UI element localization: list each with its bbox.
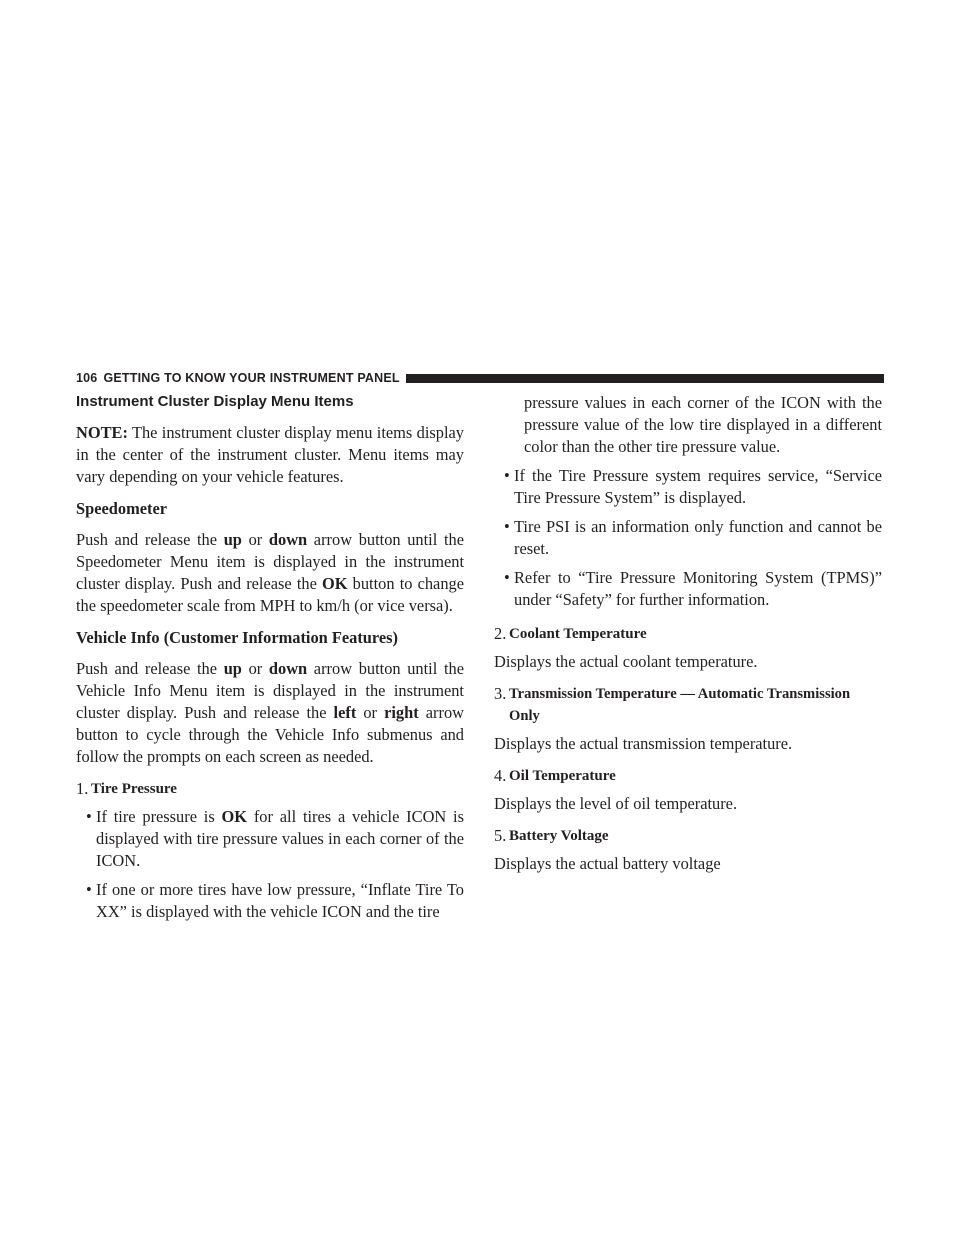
item-number: 1. [76, 779, 89, 798]
note-text: The instrument cluster display menu items display in the center of the instrument cluster. Menu items may vary depending on your vehicle features. [76, 423, 464, 486]
note-label: NOTE: [76, 423, 128, 442]
section-title: GETTING TO KNOW YOUR INSTRUMENT PANEL [103, 371, 400, 385]
bold-term: left [333, 703, 357, 722]
text-run: arrow button until the Vehicle Info Menu item is displayed in the instrument cluster display. Push and release the [76, 659, 464, 722]
item-description: Displays the actual coolant temperature. [494, 652, 758, 671]
item-title: Oil Temperature [509, 768, 616, 784]
item-number: 2. [494, 624, 507, 643]
item-description: Displays the actual transmission temperature. [494, 734, 793, 753]
bullet-item [494, 465, 882, 509]
text-run: or [241, 659, 269, 678]
bullet-text [96, 806, 464, 872]
bullet-text: Tire PSI is an information only function and cannot be reset. [514, 517, 882, 558]
bold-term: down [268, 659, 308, 678]
note-paragraph [76, 422, 464, 488]
page-header [76, 370, 884, 386]
bold-term: OK [322, 574, 348, 593]
item-title: Tire Pressure [91, 781, 177, 797]
text-run: arrow button until the Speedometer Menu item is displayed in the instrument cluster display. Push and release the [76, 530, 464, 593]
header-rule [406, 374, 884, 383]
item-title: Battery Voltage [509, 828, 609, 844]
vehicle-info-heading: Vehicle Info (Customer Information Features) [76, 628, 399, 647]
item-title: Transmission Temperature — Automatic Transmission Only [509, 686, 851, 724]
numbered-item-1 [76, 778, 464, 800]
bold-term: up [223, 659, 242, 678]
bullet-item [494, 516, 882, 560]
bullet-glyph: • [504, 466, 510, 485]
numbered-item-5 [494, 825, 882, 847]
numbered-item-4 [494, 765, 882, 787]
section-heading: Instrument Cluster Display Menu Items [76, 393, 354, 410]
text-run: or [356, 703, 385, 722]
bullet-item [494, 567, 882, 611]
text-run: Push and release the [76, 659, 224, 678]
bullet-continuation: pressure values in each corner of the ICON with the pressure value of the low tire displayed in a different color than the other tire pressure value. [524, 393, 882, 456]
left-column [76, 392, 464, 930]
bullet-item [76, 806, 464, 872]
bullet-glyph: • [504, 568, 510, 587]
numbered-item-3 [494, 683, 882, 727]
bold-term: up [223, 530, 242, 549]
text-run: or [241, 530, 269, 549]
text-run: If tire pressure is [96, 807, 222, 826]
item-number: 3. [494, 684, 507, 703]
bold-term: down [268, 530, 308, 549]
bullet-text: If the Tire Pressure system requires service, “Service Tire Pressure System” is displayed. [514, 466, 882, 507]
bullet-glyph: • [504, 517, 510, 536]
vehicle-info-paragraph [76, 658, 464, 768]
item-description: Displays the level of oil temperature. [494, 794, 738, 813]
bold-term: right [384, 703, 419, 722]
item-title: Coolant Temperature [509, 626, 647, 642]
text-run: arrow button to cycle through the Vehicle Info submenus and follow the prompts on each screen as needed. [76, 703, 464, 766]
text-run: Push and release the [76, 530, 224, 549]
bullet-glyph: • [86, 880, 92, 899]
item-number: 5. [494, 826, 507, 845]
bullet-text: If one or more tires have low pressure, “Inflate Tire To XX” is displayed with the vehicle ICON and the tire [96, 880, 464, 921]
numbered-item-2 [494, 623, 882, 645]
right-column [494, 392, 882, 885]
text-run: for all tires a vehicle ICON is displayed with tire pressure values in each corner of the ICON. [96, 807, 464, 870]
bullet-text: Refer to “Tire Pressure Monitoring System (TPMS)” under “Safety” for further information. [514, 568, 882, 609]
bullet-item [76, 879, 464, 923]
bold-term: OK [221, 807, 248, 826]
item-number: 4. [494, 766, 507, 785]
text-run: button to change the speedometer scale from MPH to km/h (or vice versa). [76, 574, 464, 615]
speedometer-heading: Speedometer [76, 499, 168, 518]
page-number: 106 [76, 371, 98, 385]
speedometer-paragraph [76, 529, 464, 617]
bullet-glyph: • [86, 807, 92, 826]
item-description: Displays the actual battery voltage [494, 854, 721, 873]
